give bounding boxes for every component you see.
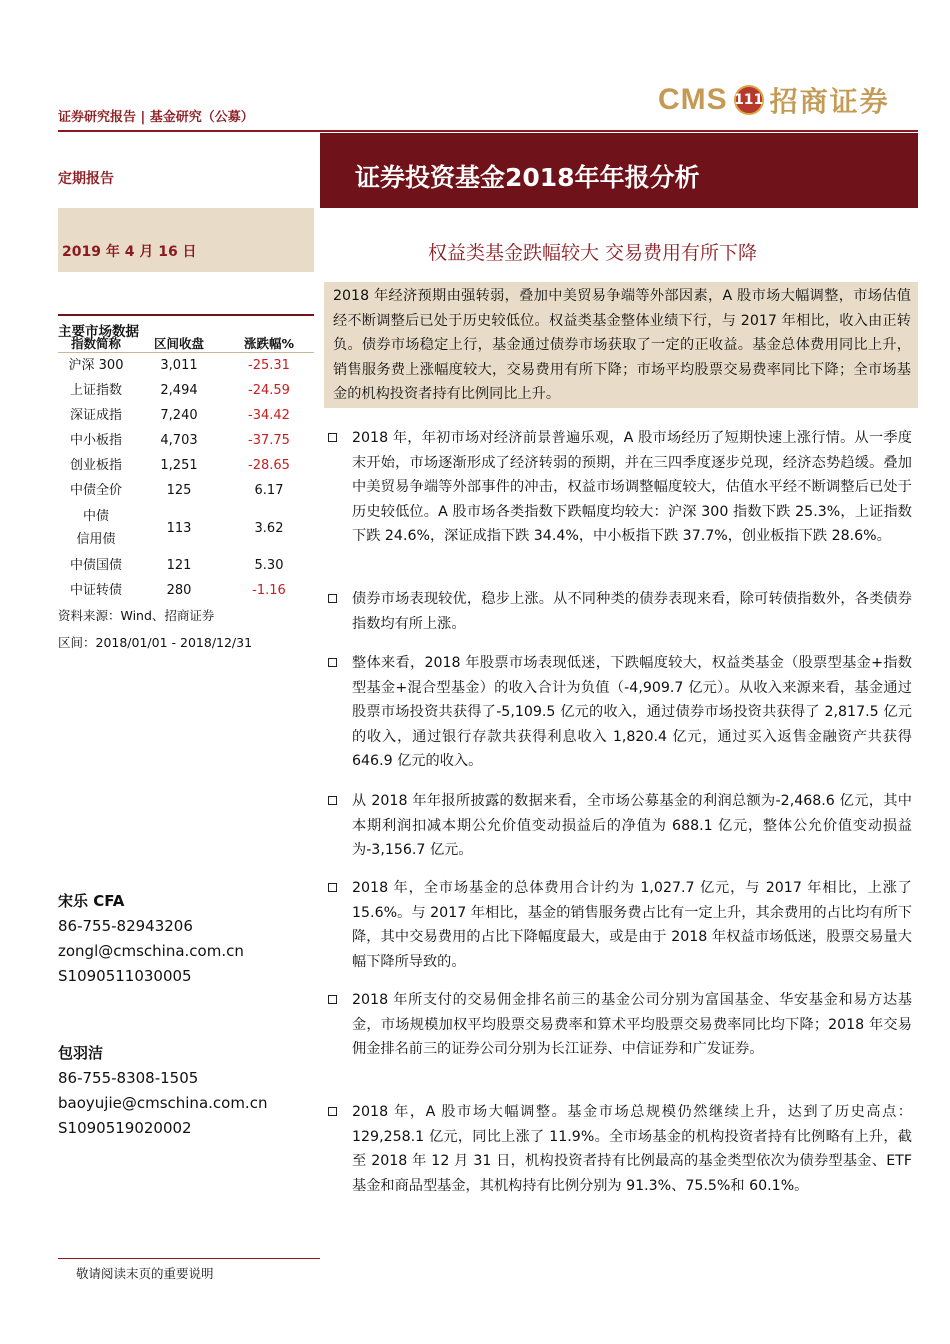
index-change: 3.62	[254, 520, 284, 536]
header-index: 指数简称	[58, 334, 134, 353]
header-divider	[58, 130, 918, 132]
index-name: 中证转债	[69, 583, 122, 598]
index-close: 121	[166, 558, 192, 573]
index-close: 125	[166, 483, 192, 498]
index-change: 5.30	[254, 558, 284, 573]
logo-en: CMS	[658, 83, 728, 116]
analyst-email[interactable]: baoyujie@cmschina.com.cn	[58, 1094, 268, 1112]
bullet-text: 债券市场表现较优，稳步上涨。从不同种类的债券表现来看，除可转债指数外，各类债券指数均有所上涨。	[352, 591, 912, 632]
table-row	[58, 553, 314, 578]
analyst-license: S1090519020002	[58, 1119, 192, 1137]
summary-text: 2018 年经济预期由强转弱，叠加中美贸易争端等外部因素，A 股市场大幅调整，市场估值经不断调整后已处于历史较低位。权益类基金整体业绩下行，与 2017 年相比，收入由正转负。债券市场稳定上行，基金通过债券市场获取了一定的正收益。基金总体费用同比上升，销售服务费上涨幅度较大，交易费用有所下降；市场平均股票交易费率同比下降；全市场基金的机构投资者持有比例同比上升。	[333, 288, 911, 402]
checkbox-bullet-icon	[328, 883, 337, 892]
index-close: 4,703	[160, 433, 198, 448]
bullet-item	[328, 587, 912, 636]
bullet-text: 整体来看，2018 年股票市场表现低迷，下跌幅度较大，权益类基金（股票型基金+指数型基金+混合型基金）的收入合计为负值（-4,909.7 亿元）。从收入来源来看，基金通过股票市场投资共获得了-5,109.5 亿元的收入，通过债券市场投资共获得了 2,817.5 亿元的收入，通过银行存款共获得利息收入 1,820.4 亿元，通过买入返售金融资产共获得 646.9 亿元的收入。	[352, 655, 912, 770]
market-table-header	[58, 334, 314, 353]
index-name: 上证指数	[69, 383, 122, 398]
table-row	[58, 428, 314, 453]
checkbox-bullet-icon	[328, 658, 337, 667]
index-change: -1.16	[252, 583, 286, 598]
checkbox-bullet-icon	[328, 1107, 337, 1116]
bullet-text: 从 2018 年年报所披露的数据来看，全市场公募基金的利润总额为-2,468.6 亿元，其中本期利润扣减本期公允价值变动损益后的净值为 688.1 亿元，整体公允价值变动损益为-3,156.7 亿元。	[352, 793, 912, 859]
analyst-card	[58, 889, 244, 989]
page-title: 证券投资基金2018年年报分析	[355, 163, 700, 192]
checkbox-bullet-icon	[328, 995, 337, 1004]
analyst-license: S1090511030005	[58, 967, 192, 985]
analyst-name: 包羽洁	[58, 1044, 104, 1062]
table-range: 区间：2018/01/01 - 2018/12/31	[58, 635, 253, 650]
table-row	[58, 578, 314, 603]
bullet-text: 2018 年，全市场基金的总体费用合计约为 1,027.7 亿元，与 2017 年相比，上涨了 15.6%。与 2017 年相比，基金的销售服务费占比有一定上升，其余费用的占比均有所下降，其中交易费用的占比下降幅度最大，或是由于 2018 年权益市场低迷，股票交易量大幅下降所导致的。	[352, 880, 912, 970]
index-name: 中债国债	[69, 558, 122, 573]
index-name: 沪深 300	[68, 358, 124, 373]
index-close: 7,240	[160, 408, 198, 423]
bullet-text: 2018 年，A 股市场大幅调整。基金市场总规模仍然继续上升，达到了历史高点：129,258.1 亿元，同比上涨了 11.9%。全市场基金的机构投资者持有比例略有上升，截至 2018 年 12 月 31 日，机构投资者持有比例最高的基金类型依次为债券型基金、ETF 基金和商品型基金，其机构持有比例分别为 91.3%、75.5%和 60.1%。	[352, 1104, 912, 1194]
bullet-text: 2018 年，年初市场对经济前景普遍乐观，A 股市场经历了短期快速上涨行情。从一季度末开始，市场逐渐形成了经济转弱的预期，并在三四季度逐步兑现，经济态势趋缓。叠加中美贸易争端等外部事件的冲击，权益市场调整幅度较大，估值水平经不断调整后已处于历史较低位。A 股市场各类指数下跌幅度均较大：沪深 300 指数下跌 25.3%，上证指数下跌 24.6%，深证成指下跌 34.4%，中小板指下跌 37.7%，创业板指下跌 28.6%。	[352, 430, 912, 545]
report-type: 定期报告	[58, 171, 114, 187]
index-name: 创业板指	[69, 458, 122, 473]
table-row	[58, 403, 314, 428]
bullet-item	[328, 789, 912, 863]
index-change: -24.59	[248, 383, 290, 398]
logo-seal-icon: 111	[734, 85, 764, 115]
index-close: 3,011	[160, 358, 198, 373]
footer-divider	[58, 1258, 320, 1259]
analyst-phone: 86-755-82943206	[58, 917, 193, 935]
index-name: 中小板指	[69, 433, 122, 448]
table-row	[58, 353, 314, 379]
bullet-item	[328, 426, 912, 549]
index-name: 深证成指	[69, 408, 122, 423]
bullet-item	[328, 1100, 912, 1198]
index-change: 6.17	[254, 483, 284, 498]
index-change: -37.75	[248, 433, 290, 448]
table-row	[58, 503, 314, 553]
header-close: 区间收盘	[134, 334, 224, 353]
breadcrumb: 证券研究报告 | 基金研究（公募）	[58, 110, 254, 125]
analyst-card	[58, 1041, 267, 1141]
index-name: 中债 信用债	[76, 509, 116, 547]
market-table-title: 主要市场数据	[58, 314, 314, 340]
index-name: 中债全价	[69, 483, 122, 498]
bullet-text: 2018 年所支付的交易佣金排名前三的基金公司分别为富国基金、华安基金和易方达基金，市场规模加权平均股票交易费率和算术平均股票交易费率同比均下降；2018 年交易佣金排名前三的证券公司分别为长江证券、中信证券和广发证券。	[352, 992, 912, 1058]
table-row	[58, 453, 314, 478]
index-change: -34.42	[248, 408, 290, 423]
checkbox-bullet-icon	[328, 433, 337, 442]
bullet-item	[328, 651, 912, 774]
logo-cn: 招商证券	[769, 85, 890, 118]
analyst-phone: 86-755-8308-1505	[58, 1069, 199, 1087]
cms-logo	[658, 80, 890, 120]
table-row	[58, 478, 314, 503]
date-band	[58, 208, 314, 272]
index-close: 280	[166, 583, 192, 598]
page-subtitle: 权益类基金跌幅较大 交易费用有所下降	[428, 242, 758, 264]
header-change: 涨跌幅%	[224, 334, 314, 353]
analyst-email[interactable]: zongl@cmschina.com.cn	[58, 942, 244, 960]
checkbox-bullet-icon	[328, 796, 337, 805]
index-close: 113	[166, 520, 192, 536]
market-table	[58, 334, 314, 603]
footer-note: 敬请阅读末页的重要说明	[76, 1266, 214, 1281]
report-date: 2019 年 4 月 16 日	[62, 244, 197, 260]
table-row	[58, 378, 314, 403]
table-source: 资料来源：Wind、招商证券	[58, 608, 215, 623]
checkbox-bullet-icon	[328, 594, 337, 603]
index-change: -28.65	[248, 458, 290, 473]
index-close: 2,494	[160, 383, 198, 398]
bullet-item	[328, 988, 912, 1062]
analyst-name: 宋乐 CFA	[58, 892, 125, 910]
bullet-item	[328, 876, 912, 974]
index-change: -25.31	[248, 358, 290, 373]
index-close: 1,251	[160, 458, 198, 473]
